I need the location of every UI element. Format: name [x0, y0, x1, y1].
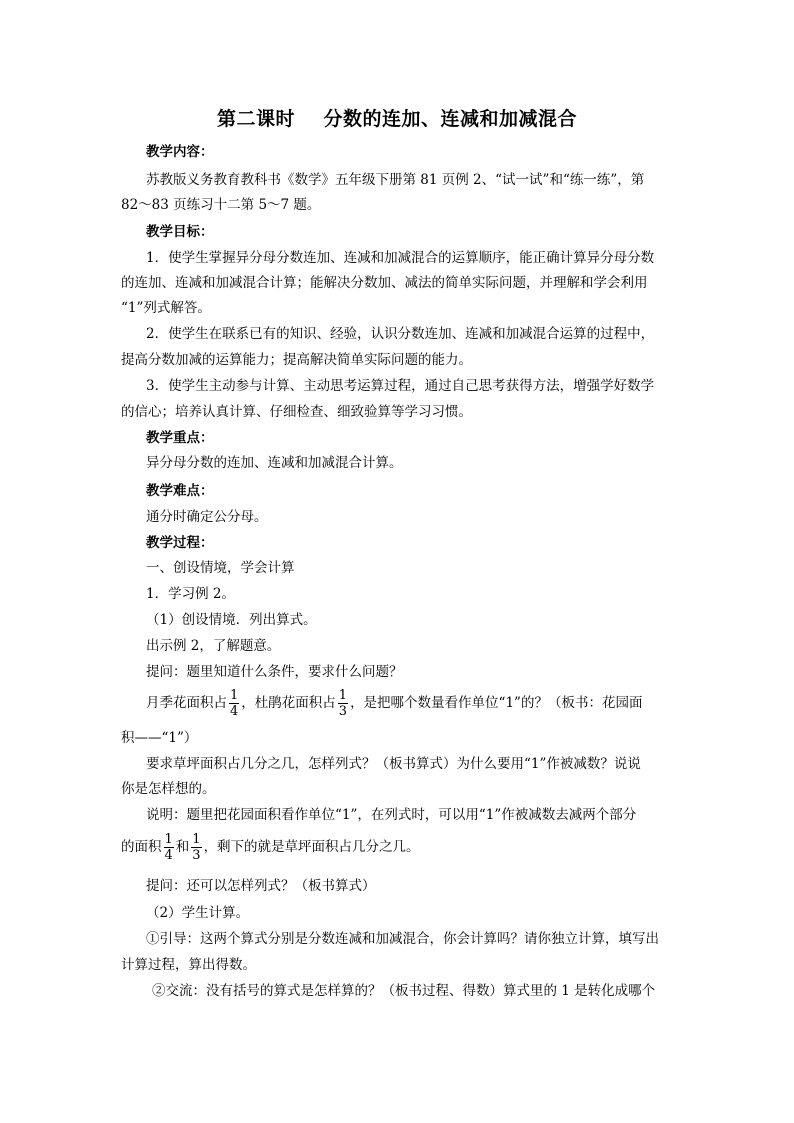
paragraph-line: 计算过程，算出得数。 [121, 957, 256, 973]
goals-heading: 教学目标： [146, 224, 214, 240]
fraction-denominator: 4 [164, 848, 173, 863]
paragraph-line: ②交流：没有括号的算式是怎样算的？（板书过程、得数）算式里的 1 是转化成哪个 [152, 983, 656, 999]
goal-line: 的连加、连减和加减混合计算；能解决分数加、减法的简单实际问题，并理解和学会利用 [121, 275, 648, 291]
fraction-numerator: 1 [192, 832, 201, 847]
text-segment: ，是把哪个数量看作单位“1”的？（板书：花园面 [350, 695, 643, 711]
content-text-line: 82～83 页练习十二第 5～7 题。 [121, 197, 321, 213]
goal-line: 2．使学生在联系已有的知识、经验，认识分数连加、连减和加减混合运算的过程中， [146, 326, 655, 342]
goal-line: 1．使学生掌握异分母分数连加、连减和加减混合的运算顺序，能正确计算异分母分数 [146, 250, 655, 266]
fraction-denominator: 3 [338, 704, 348, 719]
text-segment: 的面积 [121, 839, 162, 855]
step-subitem: （1）创设情境．列出算式。 [146, 612, 317, 628]
paragraph-line: 出示例 2，了解题意。 [146, 638, 281, 654]
paragraph-line: 说明：题里把花园面积看作单位“1”，在列式时，可以用“1”作被减数去减两个部分 [146, 807, 637, 823]
difficulty-heading: 教学难点： [146, 483, 214, 499]
paragraph-line: 你是怎样想的。 [121, 781, 216, 797]
key-heading: 教学重点： [146, 430, 214, 446]
fraction-one-third [338, 688, 348, 719]
text-segment: ，杜鹃花面积占 [241, 695, 336, 711]
goal-line: “1”列式解答。 [121, 300, 211, 316]
fraction-one-third [191, 832, 201, 863]
fraction-one-quarter [229, 688, 239, 719]
process-heading: 教学过程： [146, 535, 214, 551]
step-subitem: （2）学生计算。 [146, 905, 250, 921]
fraction-numerator: 1 [338, 688, 348, 703]
text-segment: ，剩下的就是草坪面积占几分之几。 [203, 839, 420, 855]
paragraph-line: 要求草坪面积占几分之几，怎样列式？（板书算式）为什么要用“1”作被减数？说说 [146, 756, 641, 772]
paragraph-line: ①引导：这两个算式分别是分数连减和加减混合，你会计算吗？请你独立计算，填写出 [146, 931, 659, 947]
lesson-title: 第二课时 分数的连加、连减和加减混合 [217, 108, 577, 130]
step-heading: 一、创设情境，学会计算 [146, 560, 295, 576]
paragraph-line: 积——“1”） [121, 730, 198, 746]
goal-line: 的信心；培养认真计算、仔细检查、细致验算等学习习惯。 [121, 404, 472, 420]
text-segment: 月季花面积占 [146, 695, 227, 711]
paragraph-line-with-fractions [121, 830, 420, 864]
paragraph-line: 提问：题里知道什么条件，要求什么问题？ [146, 664, 403, 680]
key-text: 异分母分数的连加、连减和加减混合计算。 [146, 455, 403, 471]
paragraph-line-with-fractions [146, 686, 642, 720]
fraction-one-quarter [164, 832, 174, 863]
content-text-line: 苏教版义务教育教科书《数学》五年级下册第 81 页例 2、“试一试”和“练一练”，第 [146, 172, 645, 188]
fraction-denominator: 4 [230, 704, 239, 719]
fraction-numerator: 1 [164, 832, 173, 847]
difficulty-text: 通分时确定公分母。 [146, 509, 268, 525]
fraction-numerator: 1 [230, 688, 239, 703]
goal-line: 3．使学生主动参与计算、主动思考运算过程，通过自己思考获得方法，增强学好数学 [146, 378, 655, 394]
text-segment: 和 [175, 839, 190, 855]
step-item: 1．学习例 2。 [146, 586, 235, 602]
fraction-denominator: 3 [192, 848, 201, 863]
goal-line: 提高分数加减的运算能力；提高解决简单实际问题的能力。 [121, 352, 472, 368]
content-heading: 教学内容： [146, 144, 214, 160]
paragraph-line: 提问：还可以怎样列式？（板书算式） [146, 878, 376, 894]
